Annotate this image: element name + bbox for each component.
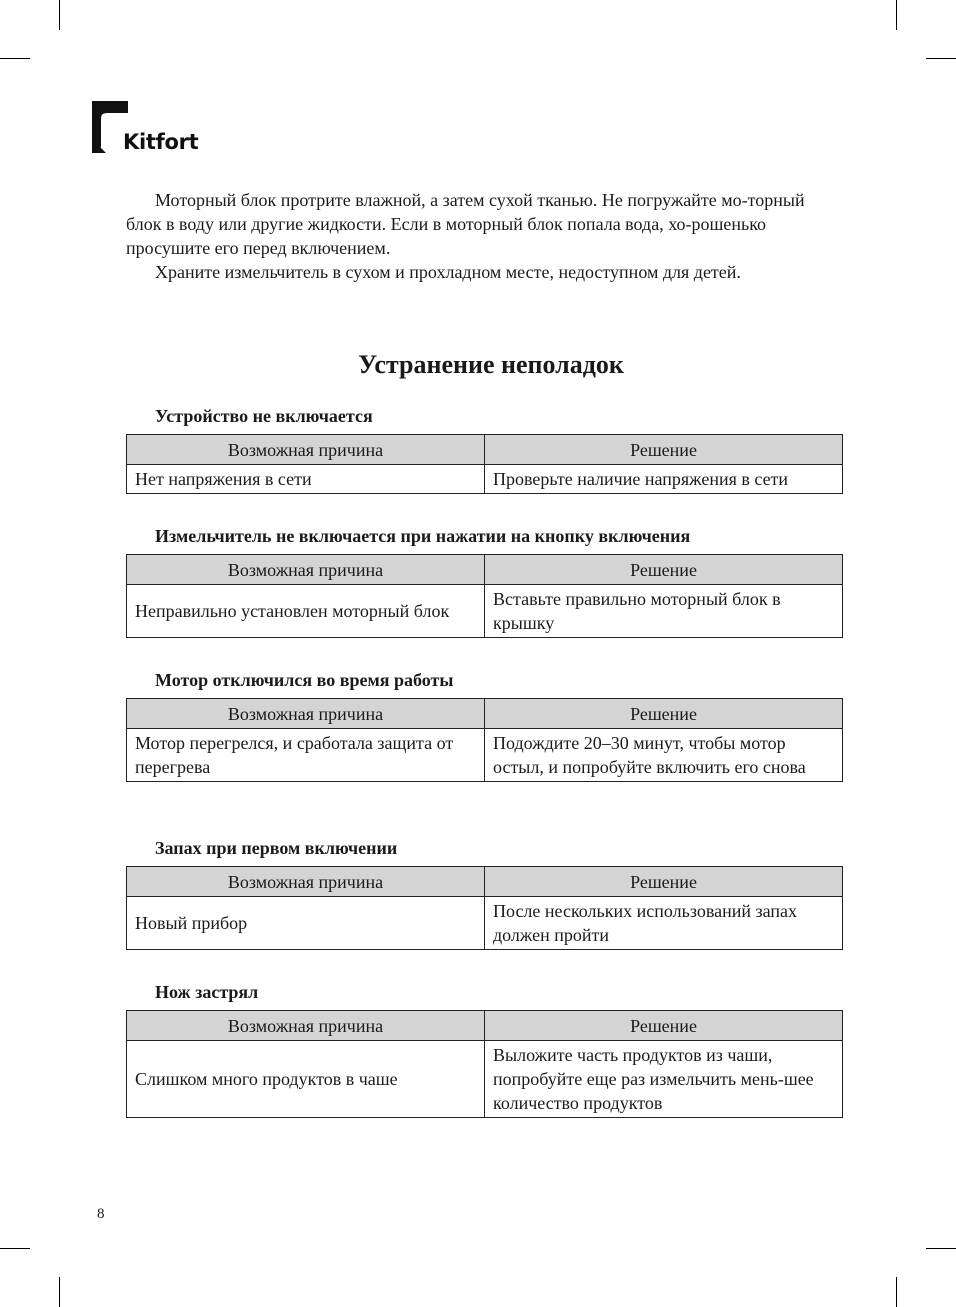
cause-header: Возможная причина (127, 699, 485, 729)
solution-header: Решение (485, 699, 843, 729)
cause-cell: Слишком много продуктов в чаше (127, 1041, 485, 1118)
crop-mark (0, 1248, 30, 1249)
cause-header: Возможная причина (127, 555, 485, 585)
table-row (127, 465, 843, 494)
crop-mark (926, 58, 956, 59)
solution-header: Решение (485, 867, 843, 897)
intro-paragraph: Моторный блок протрите влажной, а затем сухой тканью. Не погружайте мо-торный блок в воду или другие жидкости. Если в моторный блок попала вода, хо-рошенько просушите его перед включением. (126, 190, 805, 258)
cause-cell: Нет напряжения в сети (127, 465, 485, 494)
page-number: 8 (97, 1206, 105, 1222)
solution-header: Решение (485, 435, 843, 465)
section-heading: Мотор отключился во время работы (155, 670, 454, 690)
troubleshoot-section (126, 405, 842, 494)
solution-cell: Вставьте правильно моторный блок в крышку (485, 585, 843, 638)
table-header-row (127, 555, 843, 585)
table-header-row (127, 435, 843, 465)
table-row (127, 585, 843, 638)
cause-header: Возможная причина (127, 435, 485, 465)
table-row (127, 1041, 843, 1118)
section-heading: Измельчитель не включается при нажатии на кнопку включения (155, 526, 691, 546)
cause-cell: Мотор перегрелся, и сработала защита от перегрева (127, 729, 485, 782)
troubleshoot-table (126, 554, 843, 638)
solution-header: Решение (485, 555, 843, 585)
section-heading: Нож застрял (155, 982, 259, 1002)
brand-name: Kitfort (123, 130, 199, 154)
table-row (127, 729, 843, 782)
cause-header: Возможная причина (127, 1011, 485, 1041)
troubleshoot-section (126, 669, 842, 782)
solution-cell: Подождите 20–30 минут, чтобы мотор остыл, и попробуйте включить его снова (485, 729, 843, 782)
section-heading: Запах при первом включении (155, 838, 398, 858)
table-header-row (127, 1011, 843, 1041)
crop-mark (896, 0, 897, 30)
intro-text (126, 188, 826, 284)
solution-cell: Проверьте наличие напряжения в сети (485, 465, 843, 494)
troubleshoot-table (126, 866, 843, 950)
troubleshoot-table (126, 434, 843, 494)
troubleshoot-table (126, 1010, 843, 1118)
crop-mark (59, 0, 60, 30)
cause-cell: Новый прибор (127, 897, 485, 950)
cause-header: Возможная причина (127, 867, 485, 897)
intro-paragraph: Храните измельчитель в сухом и прохладном месте, недоступном для детей. (155, 262, 741, 282)
solution-header: Решение (485, 1011, 843, 1041)
brand-logo (92, 101, 202, 157)
page-title: Устранение неполадок (358, 350, 624, 379)
crop-mark (896, 1277, 897, 1307)
crop-mark (59, 1277, 60, 1307)
troubleshoot-table (126, 698, 843, 782)
table-row (127, 897, 843, 950)
troubleshoot-section (126, 981, 842, 1118)
section-heading: Устройство не включается (155, 406, 373, 426)
solution-cell: После нескольких использований запах должен пройти (485, 897, 843, 950)
troubleshoot-section (126, 837, 842, 950)
troubleshoot-section (126, 525, 842, 638)
cause-cell: Неправильно установлен моторный блок (127, 585, 485, 638)
solution-cell: Выложите часть продуктов из чаши, попробуйте еще раз измельчить мень-шее количество продуктов (485, 1041, 843, 1118)
table-header-row (127, 699, 843, 729)
table-header-row (127, 867, 843, 897)
crop-mark (0, 58, 30, 59)
crop-mark (926, 1248, 956, 1249)
